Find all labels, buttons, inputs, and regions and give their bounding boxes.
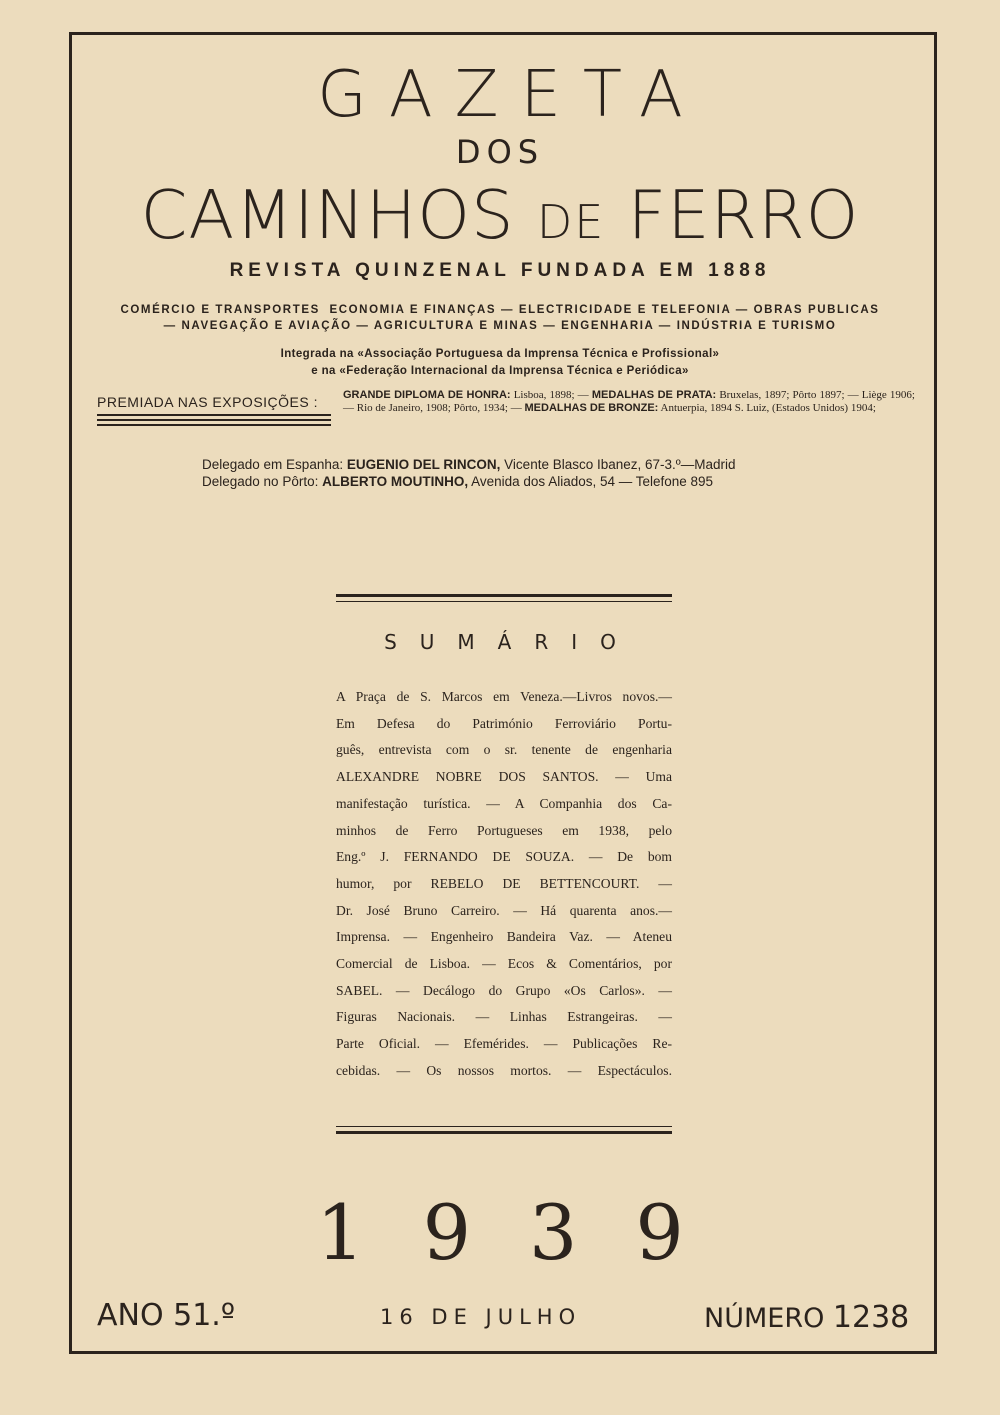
delegate-spain-name: EUGENIO DEL RINCON, <box>346 457 501 472</box>
summary-top-rule-thick <box>336 594 672 597</box>
award-prata-text: Bruxelas, 1897; Pôrto 1897; — Liège 1906; — Rio de Janeiro, 1908; Pôrto, 1934; — <box>343 389 915 414</box>
award-prata-label: MEDALHAS DE PRATA: <box>591 389 717 401</box>
delegates-block <box>202 456 735 490</box>
award-grande-label: GRANDE DIPLOMA DE HONRA: <box>343 389 511 401</box>
awards-label: PREMIADA NAS EXPOSIÇÕES : <box>97 394 319 410</box>
awards-rule-1 <box>97 414 331 416</box>
masthead-title-caminhos-de-ferro <box>0 176 1000 254</box>
summary-line: humor, por REBELO DE BETTENCOURT. — <box>336 875 672 891</box>
summary-line: cebidas. — Os nossos mortos. — Espectáculos. <box>336 1062 672 1078</box>
issue-volume: ANO 51.º <box>97 1298 235 1333</box>
summary-line: Em Defesa do Património Ferroviário Portu- <box>336 715 672 731</box>
summary-top-rule-thin <box>336 601 672 602</box>
summary-bottom-rule-thin <box>336 1126 672 1127</box>
issue-number-value: 1238 <box>832 1300 910 1335</box>
award-bronze-label: MEDALHAS DE BRONZE: <box>524 402 659 414</box>
summary-line: SABEL. — Decálogo do Grupo «Os Carlos». — <box>336 982 672 998</box>
delegate-spain <box>202 456 735 473</box>
issue-date: 16 DE JULHO <box>380 1305 582 1329</box>
association-line-2: e na «Federação Internacional da Imprensa Técnica e Periódica» <box>311 365 689 377</box>
delegate-spain-prefix: Delegado em Espanha: <box>202 457 344 472</box>
summary-text <box>336 684 672 1085</box>
masthead-title-gazeta: GAZETA <box>317 58 705 132</box>
awards-list <box>343 389 915 415</box>
issue-year: 1939 <box>316 1188 742 1277</box>
summary-line: guês, entrevista com o sr. tenente de engenharia <box>336 742 672 758</box>
award-grande-text: Lisboa, 1898; — <box>513 389 589 401</box>
delegate-porto <box>202 473 735 490</box>
summary-line: ALEXANDRE NOBRE DOS SANTOS. — Uma <box>336 769 672 785</box>
summary-line: Imprensa. — Engenheiro Bandeira Vaz. — Ateneu <box>336 929 672 945</box>
summary-line: Figuras Nacionais. — Linhas Estrangeiras. — <box>336 1009 672 1025</box>
masthead-caminhos: CAMINHOS <box>140 176 515 254</box>
masthead-de: DE <box>536 195 606 249</box>
awards-rule-2 <box>97 419 331 421</box>
summary-title: SUMÁRIO <box>384 630 639 654</box>
summary-line: A Praça de S. Marcos em Veneza.—Livros novos.— <box>336 689 672 704</box>
masthead-subtitle: REVISTA QUINZENAL FUNDADA EM 1888 <box>229 260 771 281</box>
delegate-spain-address: Vicente Blasco Ibanez, 67-3.º—Madrid <box>504 457 736 472</box>
summary-line: Parte Oficial. — Efemérides. — Publicações Re- <box>336 1036 672 1052</box>
topics-list <box>120 302 880 334</box>
delegate-porto-address: Avenida dos Aliados, 54 — Telefone 895 <box>471 474 714 489</box>
association-line-1: Integrada na «Associação Portuguesa da Imprensa Técnica e Profissional» <box>280 348 720 360</box>
summary-line: minhos de Ferro Portugueses em 1938, pelo <box>336 822 672 838</box>
summary-line: Comercial de Lisboa. — Ecos & Comentários, por <box>336 956 672 972</box>
masthead-title-dos: DOS <box>455 133 545 171</box>
issue-number-label: NÚMERO <box>704 1303 825 1334</box>
awards-rule-3 <box>97 424 331 426</box>
delegate-porto-name: ALBERTO MOUTINHO, <box>322 474 469 489</box>
issue-number <box>704 1300 909 1335</box>
topics-line-1: COMÉRCIO E TRANSPORTES ECONOMIA E FINANÇAS — ELECTRICIDADE E TELEFONIA — OBRAS PUBLICAS <box>120 304 880 316</box>
award-bronze-text: Antuerpia, 1894 S. Luiz, (Estados Unidos) 1904; <box>660 402 876 414</box>
topics-line-2: — NAVEGAÇÃO E AVIAÇÃO — AGRICULTURA E MINAS — ENGENHARIA — INDÚSTRIA E TURISMO <box>163 320 837 332</box>
summary-line: Eng.º J. FERNANDO DE SOUZA. — De bom <box>336 849 672 865</box>
summary-line: manifestação turística. — A Companhia dos Ca- <box>336 795 672 811</box>
summary-bottom-rule-thick <box>336 1131 672 1134</box>
association-notice <box>120 346 880 380</box>
summary-line: Dr. José Bruno Carreiro. — Há quarenta anos.— <box>336 902 672 918</box>
masthead-ferro: FERRO <box>627 176 860 254</box>
delegate-porto-prefix: Delegado no Pôrto: <box>202 474 319 489</box>
